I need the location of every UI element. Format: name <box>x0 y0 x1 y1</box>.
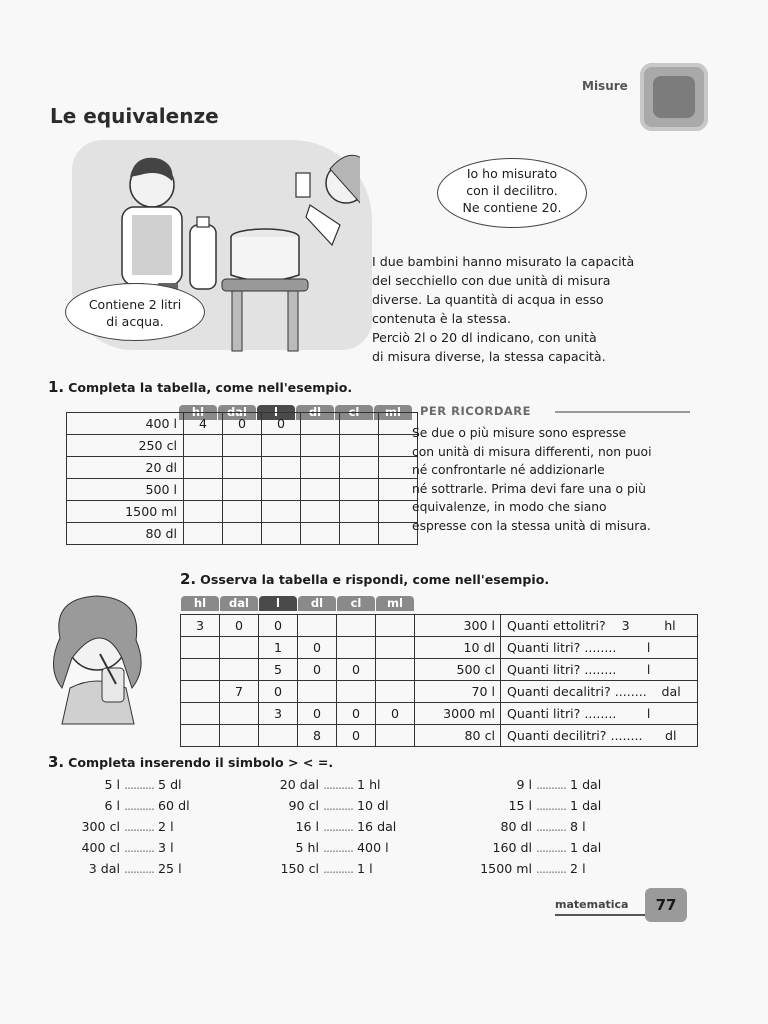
digit-cell[interactable] <box>301 501 340 523</box>
question-cell <box>501 659 698 681</box>
left-measure: 20 dal <box>279 777 319 792</box>
table-row <box>67 413 418 435</box>
row-measure: 500 cl <box>415 659 501 681</box>
answer-blank[interactable]: ........ <box>584 640 617 655</box>
right-measure: 1 l <box>357 861 373 876</box>
bubble-line: con il decilitro. <box>466 183 558 198</box>
exercise-instruction: Completa la tabella, come nell'esempio. <box>68 380 353 395</box>
digit-cell[interactable] <box>184 435 223 457</box>
exercise-2-column-headers <box>181 596 415 611</box>
digit-cell <box>220 659 259 681</box>
symbol-blank[interactable]: .......... <box>536 798 567 813</box>
exercise-instruction: Osserva la tabella e rispondi, come nell'esempio. <box>200 572 550 587</box>
row-measure: 3000 ml <box>415 703 501 725</box>
comparison-row <box>462 798 601 819</box>
table-row <box>67 457 418 479</box>
digit-cell[interactable] <box>184 479 223 501</box>
row-measure: 10 dl <box>415 637 501 659</box>
column-header: hl <box>181 596 219 611</box>
table-row <box>181 637 698 659</box>
digit-cell[interactable] <box>340 457 379 479</box>
digit-cell <box>220 703 259 725</box>
right-measure: 2 l <box>570 861 586 876</box>
digit-cell[interactable] <box>340 501 379 523</box>
column-header: ml <box>376 596 414 611</box>
exercise-2-heading <box>180 570 549 588</box>
intro-line: di misura diverse, la stessa capacità. <box>372 349 606 364</box>
digit-cell: 7 <box>220 681 259 703</box>
remember-line: equivalenze, in modo che siano <box>412 500 607 514</box>
digit-cell: 0 <box>337 725 376 747</box>
exercise-3-column-1 <box>48 777 190 882</box>
comparison-row <box>48 798 190 819</box>
exercise-2-table <box>180 614 698 747</box>
digit-cell: 0 <box>259 681 298 703</box>
answer-blank[interactable]: ........ <box>584 706 617 721</box>
digit-cell: 1 <box>259 637 298 659</box>
table-row <box>67 523 418 545</box>
digit-cell[interactable] <box>223 523 262 545</box>
column-header: hl <box>179 405 217 420</box>
intro-line: del secchiello con due unità di misura <box>372 273 611 288</box>
table-row <box>67 435 418 457</box>
column-header: cl <box>337 596 375 611</box>
digit-cell[interactable] <box>184 501 223 523</box>
answer-unit: l <box>646 706 651 721</box>
left-measure: 16 l <box>295 819 319 834</box>
right-measure: 2 l <box>158 819 174 834</box>
comparison-row <box>48 861 190 882</box>
column-header: dal <box>220 596 258 611</box>
digit-cell <box>181 725 220 747</box>
remember-line: né confrontarle né addizionarle <box>412 463 605 477</box>
bubble-line: di acqua. <box>106 314 164 329</box>
exercise-1-table <box>66 412 418 545</box>
symbol-blank[interactable]: .......... <box>124 777 155 792</box>
answer-blank[interactable]: 3 <box>621 618 630 633</box>
table-row <box>181 725 698 747</box>
comparison-row <box>245 798 396 819</box>
digit-cell[interactable] <box>262 501 301 523</box>
exercise-3-heading <box>48 753 333 771</box>
left-measure: 90 cl <box>288 798 319 813</box>
digit-cell[interactable] <box>223 457 262 479</box>
intro-line: I due bambini hanno misurato la capacità <box>372 254 635 269</box>
digit-cell[interactable] <box>223 479 262 501</box>
answer-blank[interactable]: ........ <box>610 728 643 743</box>
symbol-blank[interactable]: .......... <box>323 840 354 855</box>
symbol-blank[interactable]: .......... <box>323 798 354 813</box>
page-number: 77 <box>645 888 687 922</box>
exercise-number: 1. <box>48 378 65 396</box>
left-measure: 5 hl <box>295 840 319 855</box>
digit-cell: 0 <box>298 703 337 725</box>
table-row <box>181 615 698 637</box>
right-measure: 60 dl <box>158 798 190 813</box>
page-title: Le equivalenze <box>50 104 219 128</box>
symbol-blank[interactable]: .......... <box>124 861 155 876</box>
comparison-row <box>245 861 396 882</box>
bubble-line: Io ho misurato <box>466 166 558 181</box>
right-measure: 16 dal <box>357 819 397 834</box>
question-cell <box>501 681 698 703</box>
answer-unit: hl <box>664 618 676 633</box>
right-measure: 1 dal <box>570 777 602 792</box>
subject-label: matematica <box>555 898 629 911</box>
right-measure: 1 dal <box>570 798 602 813</box>
left-measure: 1500 ml <box>480 861 532 876</box>
row-measure: 70 l <box>415 681 501 703</box>
digit-cell <box>298 615 337 637</box>
question-text: Quanti ettolitri? <box>507 618 606 633</box>
remember-divider <box>555 411 690 413</box>
remember-title: PER RICORDARE <box>420 404 532 418</box>
remember-line: né sottrarle. Prima devi fare una o più <box>412 481 646 496</box>
exercise-number: 2. <box>180 570 197 588</box>
digit-cell: 3 <box>259 703 298 725</box>
right-measure: 1 hl <box>357 777 381 792</box>
symbol-blank[interactable]: .......... <box>323 777 354 792</box>
left-measure: 150 cl <box>280 861 319 876</box>
left-measure: 9 l <box>516 777 532 792</box>
digit-cell <box>181 681 220 703</box>
symbol-blank[interactable]: .......... <box>323 861 354 876</box>
symbol-blank[interactable]: .......... <box>536 819 567 834</box>
digit-cell[interactable] <box>262 435 301 457</box>
digit-cell[interactable]: 0 <box>223 413 262 435</box>
column-header: l <box>259 596 297 611</box>
digit-cell[interactable] <box>223 501 262 523</box>
digit-cell <box>181 659 220 681</box>
symbol-blank[interactable]: .......... <box>536 861 567 876</box>
comparison-row <box>245 819 396 840</box>
row-measure: 250 cl <box>67 435 184 457</box>
comparison-row <box>462 777 601 798</box>
symbol-blank[interactable]: .......... <box>124 798 155 813</box>
digit-cell[interactable] <box>262 479 301 501</box>
bubble-line: Contiene 2 litri <box>88 297 182 312</box>
footer-divider <box>555 914 645 916</box>
left-measure: 80 dl <box>500 819 532 834</box>
question-text: Quanti decalitri? <box>507 684 611 699</box>
intro-line: diverse. La quantità di acqua in esso <box>372 292 604 307</box>
left-measure: 400 cl <box>81 840 120 855</box>
column-header: ml <box>374 405 412 420</box>
section-label: Misure <box>582 79 628 93</box>
digit-cell[interactable] <box>301 413 340 435</box>
question-cell <box>501 615 698 637</box>
digit-cell <box>220 637 259 659</box>
exercise-instruction: Completa inserendo il simbolo > < =. <box>68 755 334 770</box>
row-measure: 20 dl <box>67 457 184 479</box>
left-measure: 300 cl <box>81 819 120 834</box>
digit-cell: 0 <box>298 659 337 681</box>
symbol-blank[interactable]: .......... <box>536 840 567 855</box>
right-measure: 400 l <box>357 840 389 855</box>
question-cell <box>501 637 698 659</box>
left-measure: 5 l <box>104 777 120 792</box>
table-row <box>181 703 698 725</box>
digit-cell[interactable] <box>184 523 223 545</box>
question-cell <box>501 703 698 725</box>
digit-cell[interactable] <box>223 435 262 457</box>
intro-line: contenuta è la stessa. <box>372 311 511 326</box>
remember-line: Se due o più misure sono espresse <box>412 426 627 440</box>
digit-cell[interactable] <box>301 523 340 545</box>
girl-speech-bubble <box>437 158 587 228</box>
comparison-row <box>245 777 396 798</box>
boy-speech-bubble <box>65 283 205 341</box>
comparison-row <box>48 819 190 840</box>
comparison-row <box>462 861 601 882</box>
comparison-row <box>48 840 190 861</box>
exercise-3-column-3 <box>462 777 601 882</box>
left-measure: 160 dl <box>492 840 532 855</box>
digit-cell[interactable] <box>340 479 379 501</box>
digit-cell <box>337 615 376 637</box>
digit-cell <box>376 659 415 681</box>
right-measure: 25 l <box>158 861 182 876</box>
digit-cell <box>337 637 376 659</box>
digit-cell: 8 <box>298 725 337 747</box>
digit-cell[interactable]: 4 <box>184 413 223 435</box>
question-text: Quanti litri? <box>507 640 581 655</box>
exercise-3-column-2 <box>245 777 396 882</box>
digit-cell[interactable] <box>301 435 340 457</box>
row-measure: 80 dl <box>67 523 184 545</box>
exercise-1-heading <box>48 378 352 396</box>
answer-unit: dl <box>665 728 677 743</box>
column-header: cl <box>335 405 373 420</box>
row-measure: 1500 ml <box>67 501 184 523</box>
right-measure: 10 dl <box>357 798 389 813</box>
digit-cell <box>181 703 220 725</box>
digit-cell: 0 <box>220 615 259 637</box>
digit-cell <box>337 681 376 703</box>
right-measure: 1 dal <box>570 840 602 855</box>
digit-cell: 5 <box>259 659 298 681</box>
girl-drinking-illustration <box>42 588 162 728</box>
digit-cell[interactable] <box>184 457 223 479</box>
digit-cell[interactable] <box>301 479 340 501</box>
digit-cell[interactable] <box>262 457 301 479</box>
symbol-blank[interactable]: .......... <box>536 777 567 792</box>
column-header: dl <box>298 596 336 611</box>
comparison-row <box>462 819 601 840</box>
intro-paragraph <box>372 252 692 366</box>
table-row <box>67 479 418 501</box>
left-measure: 3 dal <box>88 861 120 876</box>
digit-cell <box>376 681 415 703</box>
question-text: Quanti litri? <box>507 662 581 677</box>
symbol-blank[interactable]: .......... <box>124 840 155 855</box>
question-text: Quanti litri? <box>507 706 581 721</box>
digit-cell <box>181 637 220 659</box>
comparison-row <box>245 840 396 861</box>
digit-cell <box>298 681 337 703</box>
digit-cell: 0 <box>337 703 376 725</box>
remember-box <box>412 424 702 535</box>
bubble-line: Ne contiene 20. <box>462 200 562 215</box>
symbol-blank[interactable]: .......... <box>124 819 155 834</box>
row-measure: 400 l <box>67 413 184 435</box>
digit-cell[interactable] <box>340 413 379 435</box>
exercise-number: 3. <box>48 753 65 771</box>
row-measure: 80 cl <box>415 725 501 747</box>
digit-cell <box>259 725 298 747</box>
column-header: dl <box>296 405 334 420</box>
section-marker <box>640 63 708 131</box>
row-measure: 500 l <box>67 479 184 501</box>
digit-cell[interactable]: 0 <box>262 413 301 435</box>
question-text: Quanti decilitri? <box>507 728 607 743</box>
answer-blank[interactable]: ........ <box>584 662 617 677</box>
digit-cell <box>376 725 415 747</box>
comparison-row <box>462 840 601 861</box>
digit-cell[interactable] <box>340 435 379 457</box>
digit-cell: 0 <box>337 659 376 681</box>
left-measure: 15 l <box>508 798 532 813</box>
row-measure: 300 l <box>415 615 501 637</box>
table-row <box>181 659 698 681</box>
table-row <box>181 681 698 703</box>
column-header: l <box>257 405 295 420</box>
column-header: dal <box>218 405 256 420</box>
digit-cell <box>220 725 259 747</box>
digit-cell: 3 <box>181 615 220 637</box>
right-measure: 8 l <box>570 819 586 834</box>
symbol-blank[interactable]: .......... <box>323 819 354 834</box>
digit-cell: 0 <box>298 637 337 659</box>
digit-cell: 0 <box>376 703 415 725</box>
digit-cell: 0 <box>259 615 298 637</box>
digit-cell[interactable] <box>262 523 301 545</box>
digit-cell[interactable] <box>340 523 379 545</box>
answer-unit: dal <box>661 684 681 699</box>
intro-line: Perciò 2l o 20 dl indicano, con unità <box>372 330 597 345</box>
comparison-row <box>48 777 190 798</box>
answer-unit: l <box>646 640 651 655</box>
remember-line: con unità di misura differenti, non puoi <box>412 444 652 459</box>
left-measure: 6 l <box>104 798 120 813</box>
digit-cell <box>376 637 415 659</box>
digit-cell[interactable] <box>301 457 340 479</box>
remember-line: espresse con la stessa unità di misura. <box>412 518 651 533</box>
answer-blank[interactable]: ........ <box>614 684 647 699</box>
answer-unit: l <box>646 662 651 677</box>
right-measure: 3 l <box>158 840 174 855</box>
digit-cell <box>376 615 415 637</box>
right-measure: 5 dl <box>158 777 182 792</box>
table-row <box>67 501 418 523</box>
question-cell <box>501 725 698 747</box>
